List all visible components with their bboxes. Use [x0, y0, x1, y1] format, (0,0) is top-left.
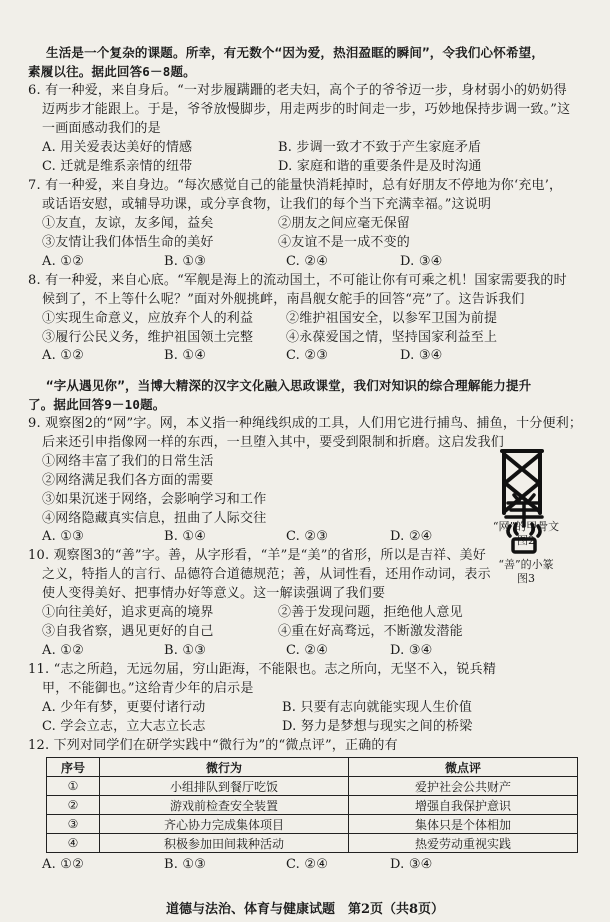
- q9-option-a: A. ①③: [42, 529, 84, 545]
- q9-item-2: ②网络满足我们各方面的需要: [42, 472, 214, 488]
- q10-item-3: ③自我省察，遇见更好的自己: [42, 624, 214, 640]
- table-cell: ④: [47, 834, 100, 853]
- q10-item-1: ①向往美好，追求更高的境界: [42, 605, 214, 621]
- q11-stem-line1: 11. “志之所趋，无远勿届，穷山距海，不能限也。志之所向，无坚不入，锐兵精: [28, 662, 497, 678]
- q8-stem-line1: 8. 有一种爱，来自心底。“军舰是海上的流动国土，不可能让你有可乘之机！国家需要我的时: [28, 272, 567, 288]
- q10-stem-line1: 10. 观察图3的“善”字。善，从字形看，“羊”是“美”的省形，所以是吉祥、美好: [28, 548, 486, 564]
- q11-option-a: A. 少年有梦，更要付诸行动: [42, 700, 206, 716]
- q8-option-a: A. ①②: [42, 348, 84, 364]
- figure2-caption-text: “网”的甲骨文: [492, 519, 560, 533]
- q12-option-d: D. ③④: [390, 857, 433, 872]
- q6-stem-line1: 6. 有一种爱，来自身后。“一对步履蹒跚的老夫妇，高个子的爷爷迈一步，身材弱小的奶奶得: [28, 82, 567, 98]
- q9-item-1: ①网络丰富了我们的日常生活: [42, 453, 214, 469]
- q7-item-4: ④友谊不是一成不变的: [278, 234, 411, 250]
- q11-option-b: B. 只要有志向就能实现人生价值: [282, 700, 473, 716]
- q10-option-d: D. ③④: [390, 643, 433, 659]
- table-cell: 爱护社会公共财产: [349, 777, 578, 796]
- intro1-line2: 素履以往。据此回答6－8题。: [28, 64, 196, 79]
- q11-stem-line2: 甲，不能御也。”这给青少年的启示是: [42, 681, 254, 697]
- figure3-label: 图3: [517, 571, 535, 585]
- table-cell: 齐心协力完成集体项目: [100, 815, 349, 834]
- q10-item-2: ②善于发现问题，拒绝他人意见: [278, 605, 463, 621]
- q9-option-c: C. ②③: [286, 529, 329, 545]
- q6-option-c: C. 迁就是维系亲情的纽带: [42, 158, 193, 174]
- q9-item-3: ③如果沉迷于网络，会影响学习和工作: [42, 491, 267, 507]
- table-header-cell: 序号: [47, 758, 100, 777]
- q10-stem-line3: 使人变得美好、把事情办好等意义。这一解读强调了我们要: [42, 586, 386, 602]
- q7-option-b: B. ①③: [164, 253, 207, 269]
- intro2-line2: 了。据此回答9－10题。: [28, 396, 166, 412]
- q9-item-4: ④网络隐藏真实信息，扭曲了人际交往: [42, 510, 267, 526]
- table-cell: ③: [47, 815, 100, 834]
- table-cell: ①: [47, 777, 100, 796]
- q9-option-b: B. ①④: [164, 529, 207, 545]
- q8-item-4: ④永葆爱国之情，坚持国家利益至上: [286, 329, 498, 345]
- q9-stem-line2: 后来还引申指像网一样的东西，一旦堕入其中，要受到限制和折磨。这启发我们: [42, 434, 505, 450]
- q12-table: [46, 757, 578, 853]
- q10-item-4: ④重在好高骛远，不断激发潜能: [278, 624, 463, 640]
- q7-item-1: ①友直，友谅，友多闻，益矣: [42, 215, 214, 231]
- table-row: [47, 834, 578, 853]
- intro2-line1: “字从遇见你”，当博大精深的汉字文化融入思政课堂，我们对知识的综合理解能力提升: [46, 377, 532, 393]
- figure3-caption: [486, 558, 566, 586]
- q11-option-d: D. 努力是梦想与现实之间的桥梁: [282, 719, 473, 735]
- figure2-label: 图2: [517, 533, 535, 547]
- intro1-line1: 生活是一个复杂的课题。所幸，有无数个“因为爱，热泪盈眶的瞬间”，令我们心怀希望，: [46, 45, 545, 60]
- q12-option-c: C. ②④: [286, 857, 329, 872]
- q9-option-d: D. ②④: [390, 529, 433, 545]
- q7-option-c: C. ②④: [286, 253, 329, 269]
- table-cell: 积极参加田间栽种活动: [100, 834, 349, 853]
- q7-stem-line2: 或话语安慰，或辅导功课，或分享食物，让我们的每个当下充满幸福。”这说明: [42, 196, 492, 212]
- table-cell: 游戏前检查安全装置: [100, 796, 349, 815]
- q6-option-d: D. 家庭和谐的重要条件是及时沟通: [278, 158, 482, 174]
- q6-option-b: B. 步调一致才不致于产生家庭矛盾: [278, 139, 482, 155]
- q7-item-2: ②朋友之间应毫无保留: [278, 215, 411, 231]
- q7-option-d: D. ③④: [400, 253, 443, 269]
- table-cell: 增强自我保护意识: [349, 796, 578, 815]
- q12-option-a: A. ①②: [42, 857, 84, 872]
- q8-stem-line2: 候到了，不上等什么呢？”面对外舰挑衅，南昌舰女舵手的回答“亮”了。这告诉我们: [42, 291, 525, 307]
- table-cell: 热爱劳动重视实践: [349, 834, 578, 853]
- q8-item-2: ②维护祖国安全，以参军卫国为前提: [286, 310, 498, 326]
- table-header-row: [47, 758, 578, 777]
- table-header-cell: 微行为: [100, 758, 349, 777]
- q8-item-1: ①实现生命意义，应放弃个人的利益: [42, 310, 254, 326]
- table-row: [47, 777, 578, 796]
- q8-option-d: D. ③④: [400, 348, 443, 364]
- q6-stem-line2: 迈两步才能跟上。于是，爷爷放慢脚步，用走两步的时间走一步，巧妙地保持步调一致。”这: [42, 101, 571, 117]
- table-cell: 小组排队到餐厅吃饭: [100, 777, 349, 796]
- page-footer: 道德与法治、体育与健康试题 第2页（共8页）: [165, 902, 445, 917]
- q6-option-a: A. 用关爱表达美好的情感: [42, 139, 193, 155]
- q7-stem-line1: 7. 有一种爱，来自身边。“每次感觉自己的能量快消耗掉时，总有好朋友不停地为你‘充电’，: [28, 177, 563, 193]
- q10-stem-line2: 之义，特指人的言行、品德符合道德规范；善，从词性看，还用作动词，表示: [42, 567, 491, 583]
- q12-option-b: B. ①③: [164, 857, 207, 872]
- q6-stem-line3: 一画面感动我们的是: [42, 120, 161, 136]
- q8-option-c: C. ②③: [286, 348, 329, 364]
- table-cell: ②: [47, 796, 100, 815]
- q12-stem: 12. 下列对同学们在研学实践中“微行为”的“微点评”，正确的有: [28, 738, 398, 753]
- seal-shan-glyph-icon: [502, 492, 546, 556]
- table-cell: 集体只是个体相加: [349, 815, 578, 834]
- q7-option-a: A. ①②: [42, 253, 84, 269]
- q7-item-3: ③友情让我们体悟生命的美好: [42, 234, 214, 250]
- q9-stem-line1: 9. 观察图2的“网”字。网，本义指一种绳线织成的工具，人们用它进行捕鸟、捕鱼，十分便利；: [28, 415, 583, 431]
- table-row: [47, 815, 578, 834]
- q8-option-b: B. ①④: [164, 348, 207, 364]
- q10-option-c: C. ②④: [286, 643, 329, 659]
- table-row: [47, 796, 578, 815]
- q10-option-a: A. ①②: [42, 643, 84, 659]
- figure3-caption-text: “善”的小篆: [498, 557, 554, 571]
- q8-item-3: ③履行公民义务，维护祖国领土完整: [42, 329, 254, 345]
- table-header-cell: 微点评: [349, 758, 578, 777]
- q11-option-c: C. 学会立志，立大志立长志: [42, 719, 206, 735]
- q10-option-b: B. ①③: [164, 643, 207, 659]
